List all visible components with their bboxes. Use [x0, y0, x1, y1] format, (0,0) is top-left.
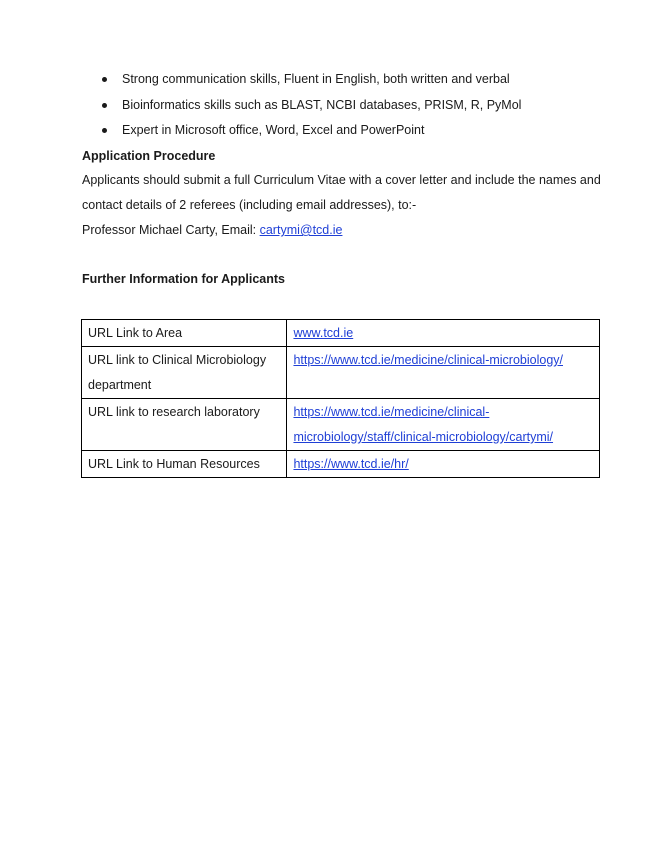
table-cell-label	[82, 320, 287, 347]
row-label: URL link to Clinical Microbiology department	[88, 353, 267, 392]
contact-prefix: Professor Michael Carty, Email:	[82, 223, 260, 237]
row-label: URL link to research laboratory	[88, 405, 260, 419]
table-row	[82, 399, 600, 451]
further-info-table	[81, 319, 600, 478]
contact-email-link[interactable]: cartymi@tcd.ie	[259, 223, 343, 237]
bullet-item	[82, 68, 602, 94]
bullet-dot-icon	[102, 128, 107, 133]
table-cell-link	[287, 399, 600, 451]
url-link-human-resources[interactable]: https://www.tcd.ie/hr/	[293, 457, 409, 471]
bullet-text: Expert in Microsoft office, Word, Excel and PowerPoint	[122, 123, 425, 137]
bullet-item	[82, 94, 602, 120]
bullet-dot-icon	[102, 103, 107, 108]
table-cell-link	[287, 320, 600, 347]
row-label: URL Link to Area	[88, 326, 183, 340]
url-link-area[interactable]: www.tcd.ie	[293, 326, 354, 340]
url-link-research-laboratory[interactable]: https://www.tcd.ie/medicine/clinical-microbiology/staff/clinical-microbiology/cartymi/	[293, 405, 554, 444]
skills-bullet-list	[82, 68, 602, 145]
url-link-clinical-microbiology[interactable]: https://www.tcd.ie/medicine/clinical-microbiology/	[293, 353, 563, 367]
table-cell-link	[287, 451, 600, 478]
table-cell-label	[82, 451, 287, 478]
bullet-text: Strong communication skills, Fluent in English, both written and verbal	[122, 72, 510, 86]
table-cell-link	[287, 347, 600, 399]
bullet-dot-icon	[102, 77, 107, 82]
table-row	[82, 451, 600, 478]
table-cell-label	[82, 399, 287, 451]
table-row	[82, 320, 600, 347]
row-label: URL Link to Human Resources	[88, 457, 260, 471]
application-procedure-heading: Application Procedure	[82, 149, 216, 163]
further-information-heading: Further Information for Applicants	[82, 272, 286, 286]
bullet-text: Bioinformatics skills such as BLAST, NCBI databases, PRISM, R, PyMol	[122, 97, 522, 112]
bullet-item	[82, 119, 602, 145]
contact-line	[82, 220, 342, 240]
application-paragraph: Applicants should submit a full Curriculum Vitae with a cover letter and include the names and contact details of 2 referees (including email addresses), to:-	[82, 173, 601, 212]
table-row	[82, 347, 600, 399]
table-cell-label	[82, 347, 287, 399]
